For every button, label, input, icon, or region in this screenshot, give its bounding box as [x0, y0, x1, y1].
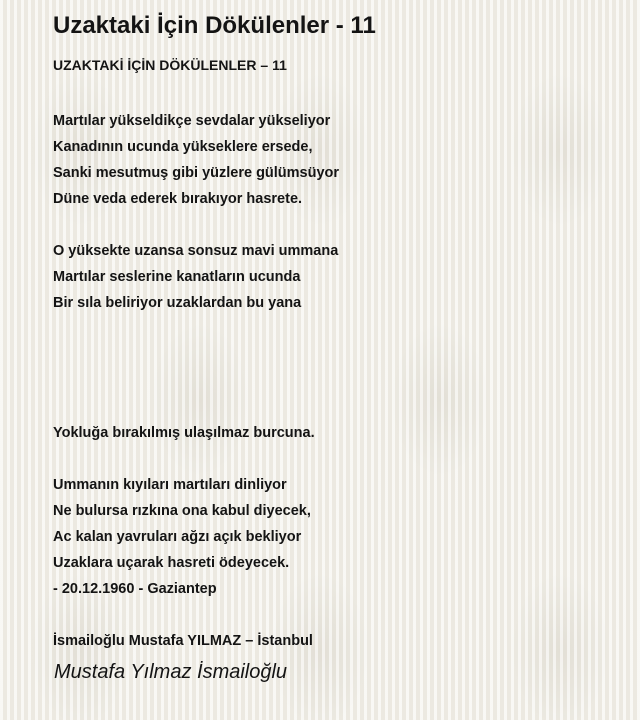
poem-author-line: İsmailoğlu Mustafa YILMAZ – İstanbul	[53, 633, 313, 649]
poem-line: Sanki mesutmuş gibi yüzlere gülümsüyor	[53, 165, 340, 181]
stanza-gap	[53, 446, 613, 472]
poem-line: Bir sıla beliriyor uzaklardan bu yana	[53, 295, 302, 311]
poem-line: Martılar yükseldikçe sevdalar yükseliyor	[53, 113, 331, 129]
poem-subtitle: UZAKTAKİ İÇİN DÖKÜLENLER – 11	[53, 57, 287, 73]
poem-line: Kanadının ucunda yükseklere ersede,	[53, 139, 313, 155]
poem-line: O yüksekte uzansa sonsuz mavi ummana	[53, 243, 339, 259]
poem-line: Ne bulursa rızkına ona kabul diyecek,	[53, 503, 311, 519]
poem-title: Uzaktaki İçin Dökülenler - 11	[53, 12, 376, 39]
poem-line: Uzaklara uçarak hasreti ödeyecek.	[53, 555, 290, 571]
poem-body	[53, 108, 613, 654]
stanza-gap	[53, 316, 613, 420]
author-signature: Mustafa Yılmaz İsmailoğlu	[54, 661, 288, 683]
poem-line: Martılar seslerine kanatların ucunda	[53, 269, 301, 285]
poem-line: Yokluğa bırakılmış ulaşılmaz burcuna.	[53, 425, 315, 441]
poem-line: Düne veda ederek bırakıyor hasrete.	[53, 191, 303, 207]
poem-line: Ac kalan yavruları ağzı açık bekliyor	[53, 529, 302, 545]
stanza-gap	[53, 602, 613, 628]
stanza-gap	[53, 212, 613, 238]
poem-date-place: - 20.12.1960 - Gaziantep	[53, 581, 217, 597]
poem-line: Ummanın kıyıları martıları dinliyor	[53, 477, 287, 493]
